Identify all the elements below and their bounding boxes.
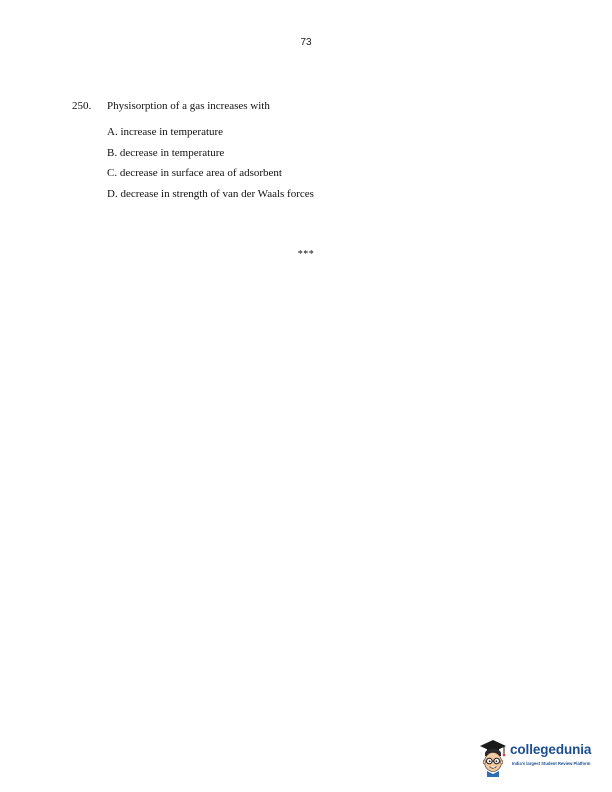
logo-tagline: India's largest Student Review Platform bbox=[512, 761, 591, 766]
page-number: 73 bbox=[300, 37, 312, 48]
option-c: C. decrease in surface area of adsorbent bbox=[107, 167, 282, 179]
option-b: B. decrease in temperature bbox=[107, 146, 225, 159]
section-end-separator: *** bbox=[297, 249, 315, 260]
option-d: D. decrease in strength of van der Waals forces bbox=[107, 187, 314, 200]
question-text: Physisorption of a gas increases with bbox=[107, 100, 270, 112]
question-stem bbox=[72, 99, 552, 113]
answer-options bbox=[107, 125, 552, 201]
student-mascot-icon bbox=[478, 737, 508, 777]
question-block bbox=[72, 99, 552, 207]
option-a: A. increase in temperature bbox=[107, 126, 224, 138]
question-number: 250. bbox=[72, 100, 92, 112]
logo-brand-name: collegedunia bbox=[510, 742, 592, 757]
collegedunia-logo bbox=[478, 737, 606, 781]
